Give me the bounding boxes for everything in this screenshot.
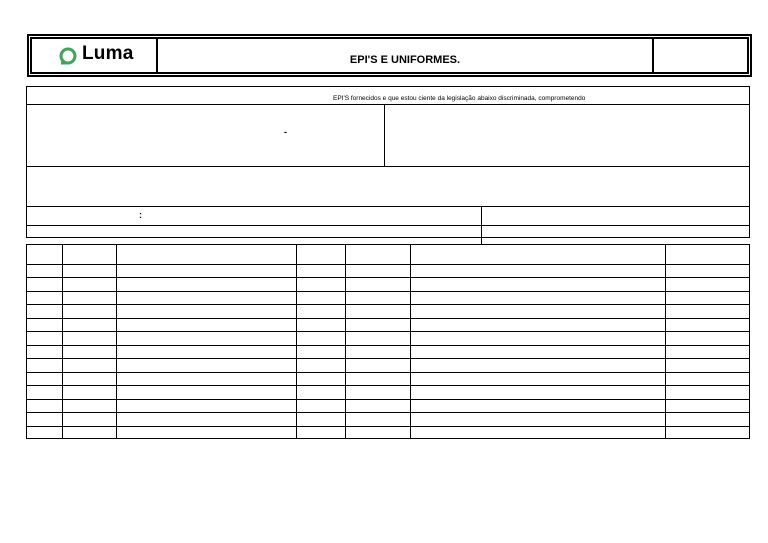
table-column-divider bbox=[345, 244, 346, 439]
form-divider bbox=[26, 225, 750, 226]
form-frame bbox=[26, 86, 750, 238]
table-row bbox=[26, 372, 750, 373]
form-divider bbox=[26, 206, 750, 207]
table-row bbox=[26, 426, 750, 427]
table-row bbox=[26, 331, 750, 332]
table-row bbox=[26, 385, 750, 386]
table-row bbox=[26, 345, 750, 346]
table-column-divider bbox=[665, 244, 666, 439]
form-divider bbox=[26, 166, 750, 167]
colon-mark: : bbox=[139, 210, 142, 220]
dash-mark: - bbox=[284, 127, 287, 137]
table-row bbox=[26, 264, 750, 265]
declaration-text: EPI'S fornecidos e que estou ciente da legislação abaixo discriminada, comprometendo bbox=[333, 95, 586, 102]
table-column-divider bbox=[116, 244, 117, 439]
form-divider bbox=[384, 104, 385, 166]
title-cell bbox=[158, 37, 652, 74]
form-divider bbox=[26, 104, 750, 105]
items-table bbox=[26, 244, 750, 439]
table-row bbox=[26, 291, 750, 292]
document-title: EPI'S E UNIFORMES. bbox=[349, 54, 461, 66]
header-right-cell bbox=[652, 37, 749, 74]
luma-ring-icon bbox=[58, 46, 78, 66]
table-row bbox=[26, 358, 750, 359]
table-row bbox=[26, 318, 750, 319]
table-row bbox=[26, 304, 750, 305]
table-column-divider bbox=[296, 244, 297, 439]
table-column-divider bbox=[410, 244, 411, 439]
table-row bbox=[26, 277, 750, 278]
logo-cell bbox=[30, 37, 158, 74]
table-row bbox=[26, 399, 750, 400]
table-column-divider bbox=[62, 244, 63, 439]
table-row bbox=[26, 412, 750, 413]
logo-text: Luma bbox=[82, 43, 134, 64]
